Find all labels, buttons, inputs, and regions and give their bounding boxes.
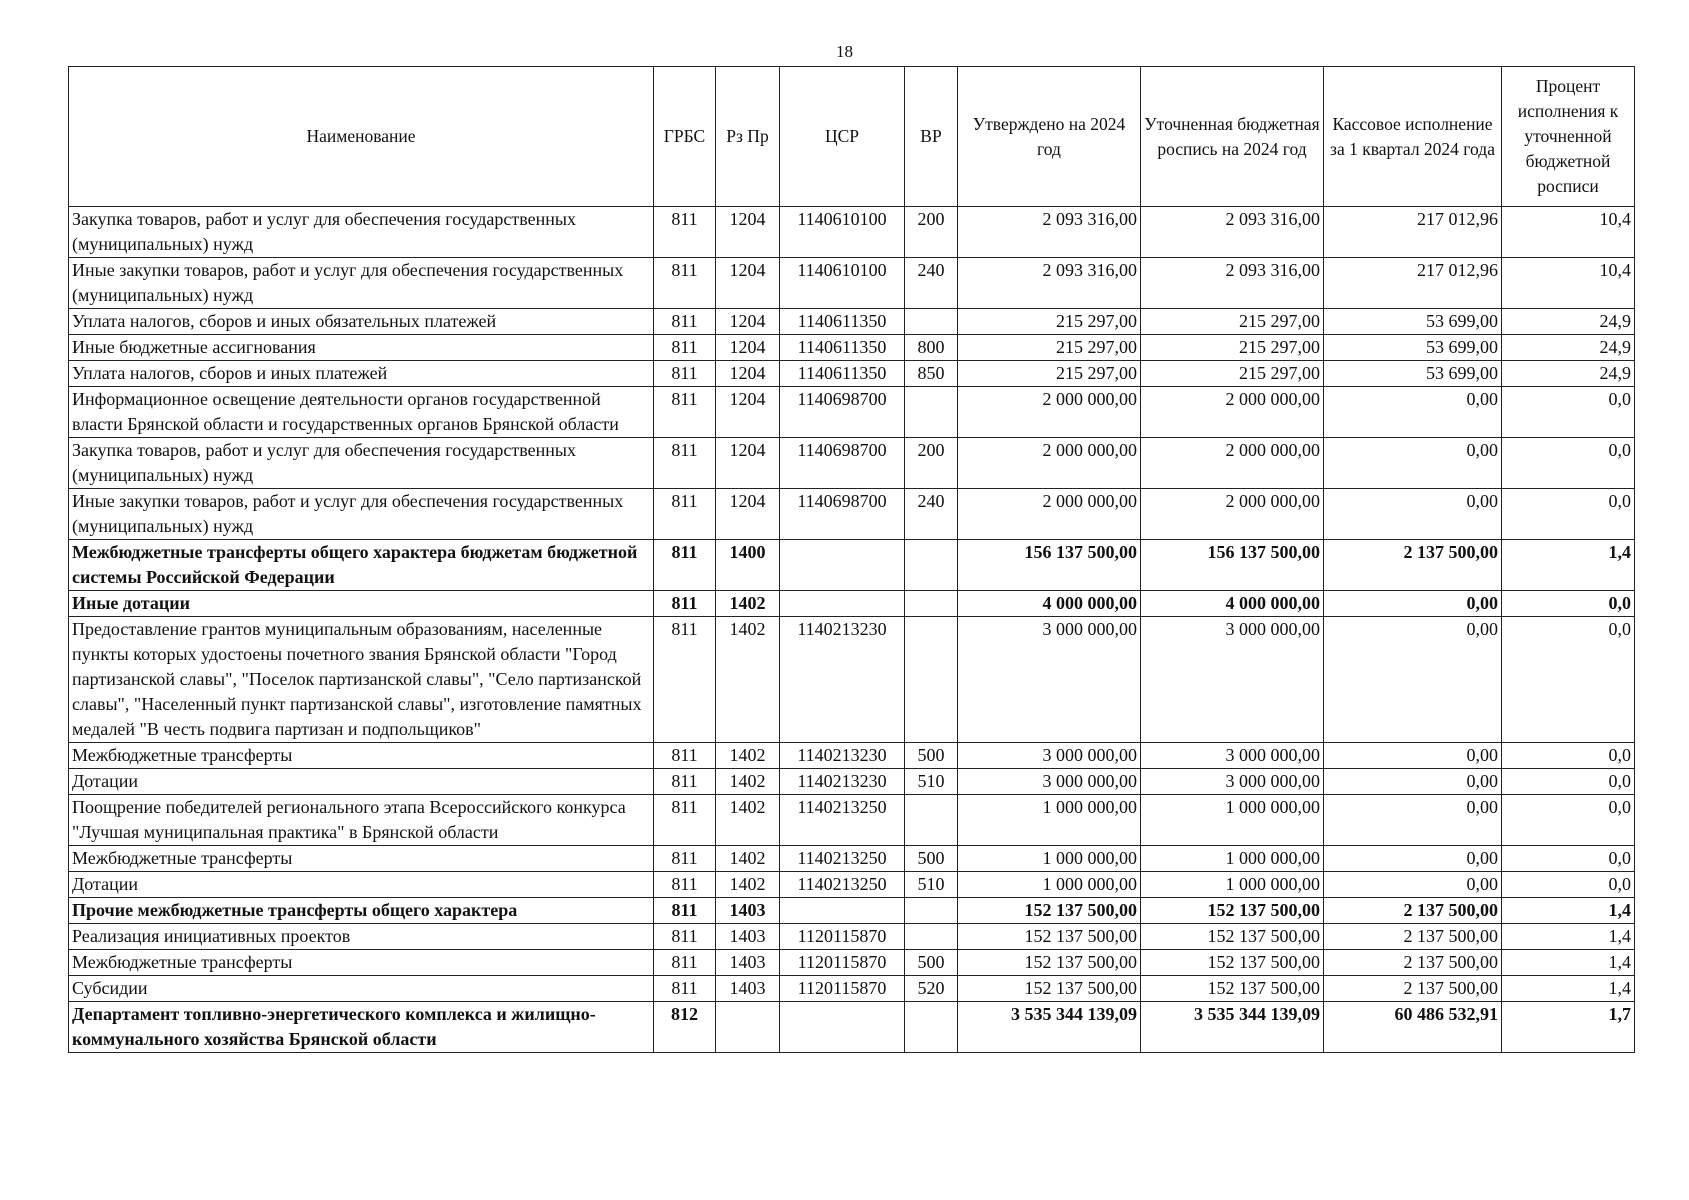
table-body	[69, 207, 1635, 1053]
cell-refined: 152 137 500,00	[1141, 976, 1324, 1002]
cell-percent: 0,0	[1502, 387, 1635, 438]
cell-vr: 200	[905, 438, 958, 489]
table-row	[69, 361, 1635, 387]
cell-name: Субсидии	[69, 976, 654, 1002]
cell-rzpr: 1403	[716, 976, 780, 1002]
cell-executed: 0,00	[1324, 387, 1502, 438]
cell-vr: 510	[905, 872, 958, 898]
cell-csr: 1140213230	[780, 617, 905, 743]
column-header-name: Наименование	[69, 67, 654, 207]
table-row	[69, 924, 1635, 950]
cell-refined: 215 297,00	[1141, 309, 1324, 335]
table-row	[69, 1002, 1635, 1053]
cell-vr: 240	[905, 489, 958, 540]
cell-executed: 0,00	[1324, 872, 1502, 898]
table-row	[69, 795, 1635, 846]
cell-refined: 1 000 000,00	[1141, 872, 1324, 898]
cell-executed: 2 137 500,00	[1324, 924, 1502, 950]
cell-vr: 520	[905, 976, 958, 1002]
cell-name: Закупка товаров, работ и услуг для обеспечения государственных (муниципальных) нужд	[69, 207, 654, 258]
cell-rzpr: 1403	[716, 924, 780, 950]
cell-csr: 1140213230	[780, 769, 905, 795]
cell-refined: 215 297,00	[1141, 335, 1324, 361]
cell-executed: 2 137 500,00	[1324, 898, 1502, 924]
cell-grbs: 811	[654, 335, 716, 361]
cell-executed: 0,00	[1324, 489, 1502, 540]
cell-executed: 0,00	[1324, 591, 1502, 617]
cell-grbs: 811	[654, 438, 716, 489]
cell-grbs: 812	[654, 1002, 716, 1053]
cell-percent: 1,4	[1502, 540, 1635, 591]
cell-csr: 1140611350	[780, 309, 905, 335]
cell-executed: 0,00	[1324, 795, 1502, 846]
cell-executed: 217 012,96	[1324, 207, 1502, 258]
column-header-approved: Утверждено на 2024 год	[958, 67, 1141, 207]
cell-csr: 1140611350	[780, 361, 905, 387]
cell-percent: 1,4	[1502, 924, 1635, 950]
cell-vr: 500	[905, 950, 958, 976]
table-row	[69, 950, 1635, 976]
cell-vr: 510	[905, 769, 958, 795]
cell-name: Межбюджетные трансферты общего характера бюджетам бюджетной системы Российской Федерации	[69, 540, 654, 591]
cell-refined: 152 137 500,00	[1141, 950, 1324, 976]
cell-rzpr: 1402	[716, 769, 780, 795]
cell-rzpr: 1402	[716, 795, 780, 846]
cell-vr	[905, 387, 958, 438]
cell-percent: 0,0	[1502, 846, 1635, 872]
cell-percent: 0,0	[1502, 438, 1635, 489]
cell-name: Реализация инициативных проектов	[69, 924, 654, 950]
cell-refined: 4 000 000,00	[1141, 591, 1324, 617]
cell-name: Межбюджетные трансферты	[69, 950, 654, 976]
table-row	[69, 898, 1635, 924]
cell-approved: 2 093 316,00	[958, 207, 1141, 258]
cell-csr: 1140213230	[780, 743, 905, 769]
cell-name: Прочие межбюджетные трансферты общего характера	[69, 898, 654, 924]
cell-vr: 500	[905, 743, 958, 769]
cell-executed: 0,00	[1324, 846, 1502, 872]
cell-rzpr: 1402	[716, 617, 780, 743]
cell-rzpr: 1400	[716, 540, 780, 591]
cell-rzpr: 1204	[716, 258, 780, 309]
cell-csr	[780, 540, 905, 591]
table-row	[69, 743, 1635, 769]
cell-grbs: 811	[654, 387, 716, 438]
cell-grbs: 811	[654, 976, 716, 1002]
cell-approved: 152 137 500,00	[958, 924, 1141, 950]
cell-approved: 2 000 000,00	[958, 489, 1141, 540]
cell-vr	[905, 795, 958, 846]
cell-csr: 1120115870	[780, 976, 905, 1002]
cell-name: Департамент топливно-энергетического комплекса и жилищно-коммунального хозяйства Брянской области	[69, 1002, 654, 1053]
table-row	[69, 769, 1635, 795]
cell-percent: 1,4	[1502, 976, 1635, 1002]
cell-csr: 1140213250	[780, 872, 905, 898]
cell-approved: 1 000 000,00	[958, 872, 1141, 898]
cell-approved: 2 093 316,00	[958, 258, 1141, 309]
cell-grbs: 811	[654, 769, 716, 795]
cell-percent: 10,4	[1502, 207, 1635, 258]
cell-name: Закупка товаров, работ и услуг для обеспечения государственных (муниципальных) нужд	[69, 438, 654, 489]
cell-refined: 156 137 500,00	[1141, 540, 1324, 591]
cell-vr: 850	[905, 361, 958, 387]
cell-refined: 1 000 000,00	[1141, 846, 1324, 872]
table-header-row	[69, 67, 1635, 207]
cell-percent: 24,9	[1502, 335, 1635, 361]
cell-approved: 156 137 500,00	[958, 540, 1141, 591]
cell-rzpr: 1204	[716, 387, 780, 438]
cell-approved: 2 000 000,00	[958, 387, 1141, 438]
cell-approved: 152 137 500,00	[958, 898, 1141, 924]
cell-rzpr: 1204	[716, 207, 780, 258]
column-header-csr: ЦСР	[780, 67, 905, 207]
cell-rzpr: 1204	[716, 361, 780, 387]
cell-name: Информационное освещение деятельности органов государственной власти Брянской области и государственных органов Брянской области	[69, 387, 654, 438]
cell-rzpr: 1403	[716, 898, 780, 924]
cell-rzpr: 1402	[716, 872, 780, 898]
cell-name: Уплата налогов, сборов и иных платежей	[69, 361, 654, 387]
cell-name: Межбюджетные трансферты	[69, 743, 654, 769]
cell-rzpr: 1402	[716, 846, 780, 872]
cell-executed: 0,00	[1324, 438, 1502, 489]
cell-name: Уплата налогов, сборов и иных обязательных платежей	[69, 309, 654, 335]
cell-grbs: 811	[654, 743, 716, 769]
cell-vr	[905, 591, 958, 617]
cell-grbs: 811	[654, 591, 716, 617]
cell-csr	[780, 1002, 905, 1053]
cell-approved: 3 535 344 139,09	[958, 1002, 1141, 1053]
column-header-percent: Процент исполнения к уточненной бюджетной росписи	[1502, 67, 1635, 207]
table-row	[69, 872, 1635, 898]
table-row	[69, 540, 1635, 591]
cell-refined: 3 000 000,00	[1141, 743, 1324, 769]
cell-grbs: 811	[654, 924, 716, 950]
cell-csr: 1120115870	[780, 950, 905, 976]
cell-csr	[780, 898, 905, 924]
cell-refined: 2 000 000,00	[1141, 387, 1324, 438]
column-header-executed: Кассовое исполнение за 1 квартал 2024 года	[1324, 67, 1502, 207]
cell-grbs: 811	[654, 489, 716, 540]
cell-executed: 217 012,96	[1324, 258, 1502, 309]
cell-vr: 240	[905, 258, 958, 309]
cell-grbs: 811	[654, 207, 716, 258]
table-row	[69, 335, 1635, 361]
cell-executed: 0,00	[1324, 769, 1502, 795]
cell-refined: 3 535 344 139,09	[1141, 1002, 1324, 1053]
cell-name: Межбюджетные трансферты	[69, 846, 654, 872]
cell-approved: 215 297,00	[958, 361, 1141, 387]
budget-table	[68, 66, 1635, 1053]
cell-rzpr: 1204	[716, 309, 780, 335]
cell-refined: 3 000 000,00	[1141, 617, 1324, 743]
cell-grbs: 811	[654, 309, 716, 335]
cell-grbs: 811	[654, 361, 716, 387]
cell-rzpr: 1402	[716, 591, 780, 617]
cell-rzpr: 1204	[716, 438, 780, 489]
cell-name: Иные закупки товаров, работ и услуг для обеспечения государственных (муниципальных) нужд	[69, 258, 654, 309]
table-row	[69, 438, 1635, 489]
cell-name: Иные бюджетные ассигнования	[69, 335, 654, 361]
column-header-rzpr: Рз Пр	[716, 67, 780, 207]
table-row	[69, 846, 1635, 872]
cell-name: Иные закупки товаров, работ и услуг для обеспечения государственных (муниципальных) нужд	[69, 489, 654, 540]
cell-percent: 10,4	[1502, 258, 1635, 309]
cell-csr: 1140610100	[780, 258, 905, 309]
cell-percent: 0,0	[1502, 489, 1635, 540]
cell-grbs: 811	[654, 617, 716, 743]
cell-rzpr	[716, 1002, 780, 1053]
cell-vr	[905, 617, 958, 743]
table-row	[69, 309, 1635, 335]
cell-executed: 2 137 500,00	[1324, 976, 1502, 1002]
cell-refined: 152 137 500,00	[1141, 924, 1324, 950]
cell-percent: 1,7	[1502, 1002, 1635, 1053]
cell-name: Дотации	[69, 872, 654, 898]
cell-vr	[905, 309, 958, 335]
column-header-grbs: ГРБС	[654, 67, 716, 207]
cell-refined: 3 000 000,00	[1141, 769, 1324, 795]
cell-executed: 53 699,00	[1324, 335, 1502, 361]
cell-approved: 3 000 000,00	[958, 617, 1141, 743]
cell-refined: 2 000 000,00	[1141, 489, 1324, 540]
cell-approved: 1 000 000,00	[958, 795, 1141, 846]
cell-grbs: 811	[654, 795, 716, 846]
cell-executed: 0,00	[1324, 617, 1502, 743]
cell-vr	[905, 924, 958, 950]
cell-refined: 1 000 000,00	[1141, 795, 1324, 846]
cell-grbs: 811	[654, 846, 716, 872]
cell-percent: 0,0	[1502, 743, 1635, 769]
cell-grbs: 811	[654, 540, 716, 591]
table-row	[69, 387, 1635, 438]
cell-executed: 0,00	[1324, 743, 1502, 769]
page-number: 18	[836, 42, 853, 61]
cell-name: Дотации	[69, 769, 654, 795]
cell-grbs: 811	[654, 872, 716, 898]
cell-csr: 1140698700	[780, 489, 905, 540]
cell-csr: 1140213250	[780, 846, 905, 872]
cell-executed: 53 699,00	[1324, 309, 1502, 335]
cell-grbs: 811	[654, 950, 716, 976]
cell-csr: 1140610100	[780, 207, 905, 258]
cell-name: Поощрение победителей регионального этапа Всероссийского конкурса "Лучшая муниципальная практика" в Брянской области	[69, 795, 654, 846]
cell-percent: 24,9	[1502, 361, 1635, 387]
cell-refined: 2 000 000,00	[1141, 438, 1324, 489]
cell-vr: 800	[905, 335, 958, 361]
cell-vr: 200	[905, 207, 958, 258]
cell-name: Предоставление грантов муниципальным образованиям, населенные пункты которых удостоены почетного звания Брянской области "Город партизанской славы", "Поселок партизанской славы", "Село партизанской славы", "Населенный пункт партизанской славы", изготовление памятных медалей "В честь подвига партизан и подпольщиков"	[69, 617, 654, 743]
cell-csr	[780, 591, 905, 617]
cell-approved: 152 137 500,00	[958, 950, 1141, 976]
cell-executed: 60 486 532,91	[1324, 1002, 1502, 1053]
table-row	[69, 591, 1635, 617]
cell-approved: 2 000 000,00	[958, 438, 1141, 489]
cell-grbs: 811	[654, 898, 716, 924]
cell-approved: 215 297,00	[958, 335, 1141, 361]
cell-refined: 2 093 316,00	[1141, 258, 1324, 309]
cell-percent: 0,0	[1502, 591, 1635, 617]
table-row	[69, 258, 1635, 309]
cell-rzpr: 1402	[716, 743, 780, 769]
cell-executed: 2 137 500,00	[1324, 950, 1502, 976]
cell-csr: 1140698700	[780, 438, 905, 489]
table-row	[69, 489, 1635, 540]
cell-vr	[905, 898, 958, 924]
table-row	[69, 617, 1635, 743]
cell-csr: 1140698700	[780, 387, 905, 438]
cell-vr: 500	[905, 846, 958, 872]
cell-approved: 3 000 000,00	[958, 743, 1141, 769]
table-row	[69, 207, 1635, 258]
cell-percent: 0,0	[1502, 617, 1635, 743]
cell-csr: 1140213250	[780, 795, 905, 846]
cell-refined: 152 137 500,00	[1141, 898, 1324, 924]
cell-approved: 3 000 000,00	[958, 769, 1141, 795]
cell-refined: 215 297,00	[1141, 361, 1324, 387]
cell-name: Иные дотации	[69, 591, 654, 617]
cell-percent: 1,4	[1502, 898, 1635, 924]
cell-rzpr: 1204	[716, 489, 780, 540]
cell-percent: 24,9	[1502, 309, 1635, 335]
cell-vr	[905, 540, 958, 591]
cell-percent: 0,0	[1502, 872, 1635, 898]
cell-csr: 1140611350	[780, 335, 905, 361]
cell-executed: 53 699,00	[1324, 361, 1502, 387]
cell-rzpr: 1204	[716, 335, 780, 361]
cell-refined: 2 093 316,00	[1141, 207, 1324, 258]
cell-percent: 1,4	[1502, 950, 1635, 976]
table-row	[69, 976, 1635, 1002]
cell-percent: 0,0	[1502, 769, 1635, 795]
cell-percent: 0,0	[1502, 795, 1635, 846]
cell-approved: 215 297,00	[958, 309, 1141, 335]
cell-grbs: 811	[654, 258, 716, 309]
column-header-vr: ВР	[905, 67, 958, 207]
cell-vr	[905, 1002, 958, 1053]
cell-executed: 2 137 500,00	[1324, 540, 1502, 591]
cell-approved: 1 000 000,00	[958, 846, 1141, 872]
column-header-refined: Уточненная бюджетная роспись на 2024 год	[1141, 67, 1324, 207]
cell-approved: 152 137 500,00	[958, 976, 1141, 1002]
cell-csr: 1120115870	[780, 924, 905, 950]
cell-rzpr: 1403	[716, 950, 780, 976]
cell-approved: 4 000 000,00	[958, 591, 1141, 617]
